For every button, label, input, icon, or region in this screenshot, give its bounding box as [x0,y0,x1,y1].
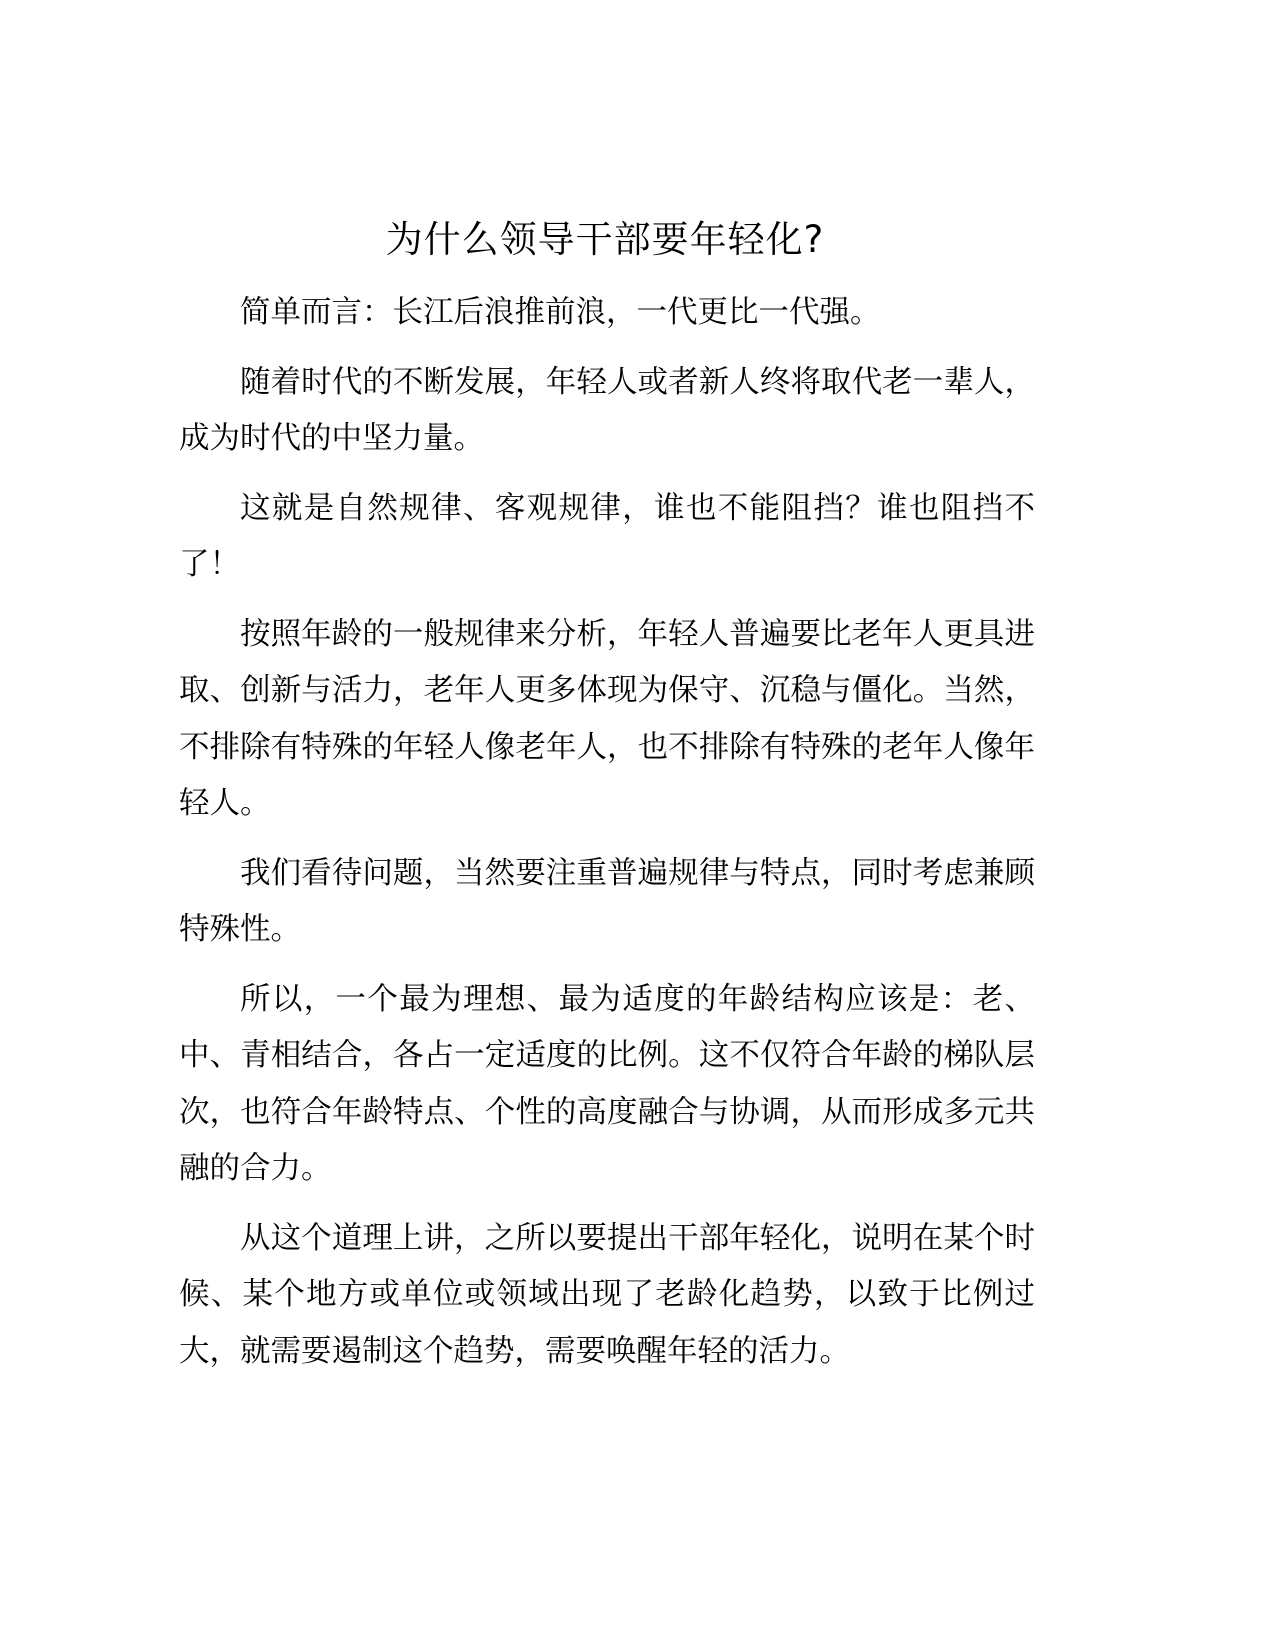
document-body [179,285,1035,1393]
paragraph-3: 这就是自然规律、客观规律，谁也不能阻挡？谁也阻挡不了！ [179,490,1035,582]
paragraph-7: 从这个道理上讲，之所以要提出干部年轻化，说明在某个时候、某个地方或单位或领域出现了老龄化趋势，以致于比例过大，就需要遏制这个趋势，需要唤醒年轻的活力。 [179,1220,1035,1369]
paragraph-5: 我们看待问题，当然要注重普遍规律与特点，同时考虑兼顾特殊性。 [179,855,1035,947]
paragraph-6: 所以，一个最为理想、最为适度的年龄结构应该是：老、中、青相结合，各占一定适度的比例。这不仅符合年龄的梯队层次，也符合年龄特点、个性的高度融合与协调，从而形成多元共融的合力。 [179,981,1035,1186]
paragraph-4: 按照年龄的一般规律来分析，年轻人普遍要比老年人更具进取、创新与活力，老年人更多体现为保守、沉稳与僵化。当然，不排除有特殊的年轻人像老年人，也不排除有特殊的老年人像年轻人。 [179,616,1035,821]
paragraph-1: 简单而言：长江后浪推前浪，一代更比一代强。 [240,295,881,330]
document-title: 为什么领导干部要年轻化? [385,218,825,261]
paragraph-2: 随着时代的不断发展，年轻人或者新人终将取代老一辈人，成为时代的中坚力量。 [179,364,1035,456]
